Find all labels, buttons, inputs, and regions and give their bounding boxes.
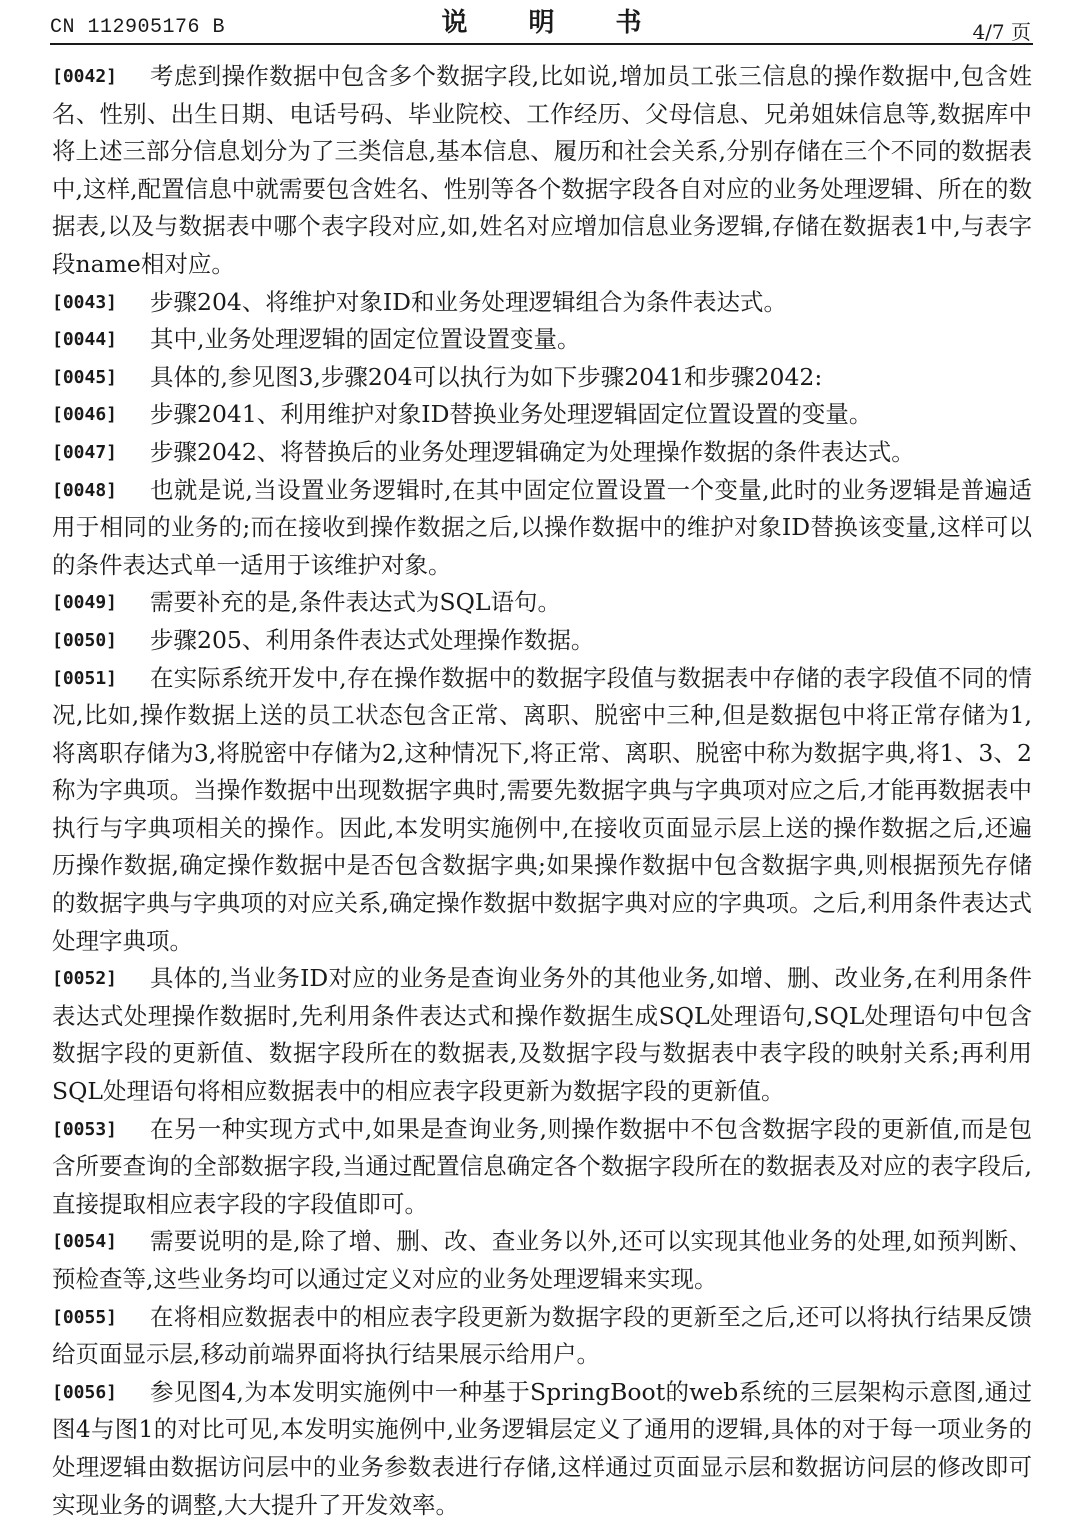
paragraph-number: [0043] (52, 291, 118, 313)
paragraph-0056 (52, 1374, 1032, 1524)
paragraph-text: 需要补充的是,条件表达式为SQL语句。 (150, 588, 561, 617)
paragraph-number: [0051] (52, 667, 118, 689)
paragraph-text: 具体的,当业务ID对应的业务是查询业务外的其他业务,如增、删、改业务,在利用条件表达式处理操作数据时,先利用条件表达式和操作数据生成SQL处理语句,SQL处理语句中包含数据字段的更新值、数据字段所在的数据表,及数据字段与数据表中表字段的映射关系;再利用SQL处理语句将相应数据表中的相应表字段更新为数据字段的更新值。 (52, 964, 1032, 1106)
page-header (50, 0, 1033, 44)
paragraph-number: [0056] (52, 1381, 118, 1403)
paragraph-number: [0050] (52, 629, 118, 651)
paragraph-0051 (52, 660, 1032, 961)
paragraph-text: 步骤204、将维护对象ID和业务处理逻辑组合为条件表达式。 (150, 287, 787, 316)
paragraph-number: [0042] (52, 66, 118, 87)
document-title: 说 明 书 (441, 8, 668, 38)
paragraph-number: [0055] (52, 1306, 118, 1328)
paragraph-number: [0045] (52, 366, 118, 388)
paragraph-0054 (52, 1223, 1032, 1298)
paragraph-number: [0053] (52, 1118, 118, 1140)
paragraph-0047 (52, 434, 1032, 472)
paragraph-0042 (52, 58, 1032, 284)
paragraph-0044 (52, 321, 1032, 359)
paragraph-text: 也就是说,当设置业务逻辑时,在其中固定位置设置一个变量,此时的业务逻辑是普遍适用于相同的业务的;而在接收到操作数据之后,以操作数据中的维护对象ID替换该变量,这样可以的条件表达式单一适用于该维护对象。 (52, 475, 1032, 579)
paragraph-text: 具体的,参见图3,步骤204可以执行为如下步骤2041和步骤2042: (150, 362, 823, 391)
paragraph-0045 (52, 359, 1032, 397)
paragraph-text: 在另一种实现方式中,如果是查询业务,则操作数据中不包含数据字段的更新值,而是包含所要查询的全部数据字段,当通过配置信息确定各个数据字段所在的数据表及对应的表字段后,直接提取相应表字段的字段值即可。 (52, 1114, 1032, 1218)
paragraph-text: 需要说明的是,除了增、删、改、查业务以外,还可以实现其他业务的处理,如预判断、预检查等,这些业务均可以通过定义对应的业务处理逻辑来实现。 (52, 1227, 1032, 1293)
paragraph-0048 (52, 472, 1032, 585)
paragraph-0052 (52, 960, 1032, 1110)
paragraph-text: 参见图4,为本发明实施例中一种基于SpringBoot的web系统的三层架构示意图,通过图4与图1的对比可见,本发明实施例中,业务逻辑层定义了通用的逻辑,具体的对于每一项业务的处理逻辑由数据访问层中的业务参数表进行存储,这样通过页面显示层和数据访问层的修改即可实现业务的调整,大大提升了开发效率。 (52, 1377, 1032, 1519)
paragraph-0043 (52, 284, 1032, 322)
paragraph-number: [0049] (52, 592, 118, 614)
paragraph-text: 步骤205、利用条件表达式处理操作数据。 (150, 625, 595, 654)
paragraph-number: [0054] (52, 1231, 118, 1253)
page-indicator: 4/7 页 (972, 20, 1031, 44)
header-rule (50, 43, 1033, 45)
paragraph-number: [0052] (52, 968, 118, 990)
paragraph-number: [0044] (52, 329, 118, 351)
paragraph-number: [0048] (52, 479, 118, 501)
paragraph-0053 (52, 1111, 1032, 1224)
paragraph-0049 (52, 584, 1032, 622)
paragraph-0055 (52, 1299, 1032, 1374)
document-body (52, 58, 1032, 1524)
paragraph-number: [0047] (52, 441, 118, 463)
patent-number: CN 112905176 B (50, 16, 226, 39)
paragraph-text: 在实际系统开发中,存在操作数据中的数据字段值与数据表中存储的表字段值不同的情况,比如,操作数据上送的员工状态包含正常、离职、脱密中三种,但是数据包中将正常存储为1,将离职存储为3,将脱密中存储为2,这种情况下,将正常、离职、脱密中称为数据字典,将1、3、2称为字典项。当操作数据中出现数据字典时,需要先数据字典与字典项对应之后,才能再数据表中执行与字典项相关的操作。因此,本发明实施例中,在接收页面显示层上送的操作数据之后,还遍历操作数据,确定操作数据中是否包含数据字典;如果操作数据中包含数据字典,则根据预先存储的数据字典与字典项的对应关系,确定操作数据中数据字典对应的字典项。之后,利用条件表达式处理字典项。 (52, 663, 1032, 955)
paragraph-text: 步骤2041、利用维护对象ID替换业务处理逻辑固定位置设置的变量。 (150, 400, 873, 429)
paragraph-number: [0046] (52, 404, 118, 426)
paragraph-text: 考虑到操作数据中包含多个数据字段,比如说,增加员工张三信息的操作数据中,包含姓名、性别、出生日期、电话号码、毕业院校、工作经历、父母信息、兄弟姐妹信息等,数据库中将上述三部分信息划分为了三类信息,基本信息、履历和社会关系,分别存储在三个不同的数据表中,这样,配置信息中就需要包含姓名、性别等各个数据字段各自对应的业务处理逻辑、所在的数据表,以及与数据表中哪个表字段对应,如,姓名对应增加信息业务逻辑,存储在数据表1中,与表字段name相对应。 (52, 62, 1032, 278)
paragraph-0050 (52, 622, 1032, 660)
paragraph-text: 步骤2042、将替换后的业务处理逻辑确定为处理操作数据的条件表达式。 (150, 437, 915, 466)
paragraph-text: 其中,业务处理逻辑的固定位置设置变量。 (150, 325, 581, 354)
paragraph-text: 在将相应数据表中的相应表字段更新为数据字段的更新至之后,还可以将执行结果反馈给页面显示层,移动前端界面将执行结果展示给用户。 (52, 1302, 1032, 1369)
paragraph-0046 (52, 396, 1032, 434)
